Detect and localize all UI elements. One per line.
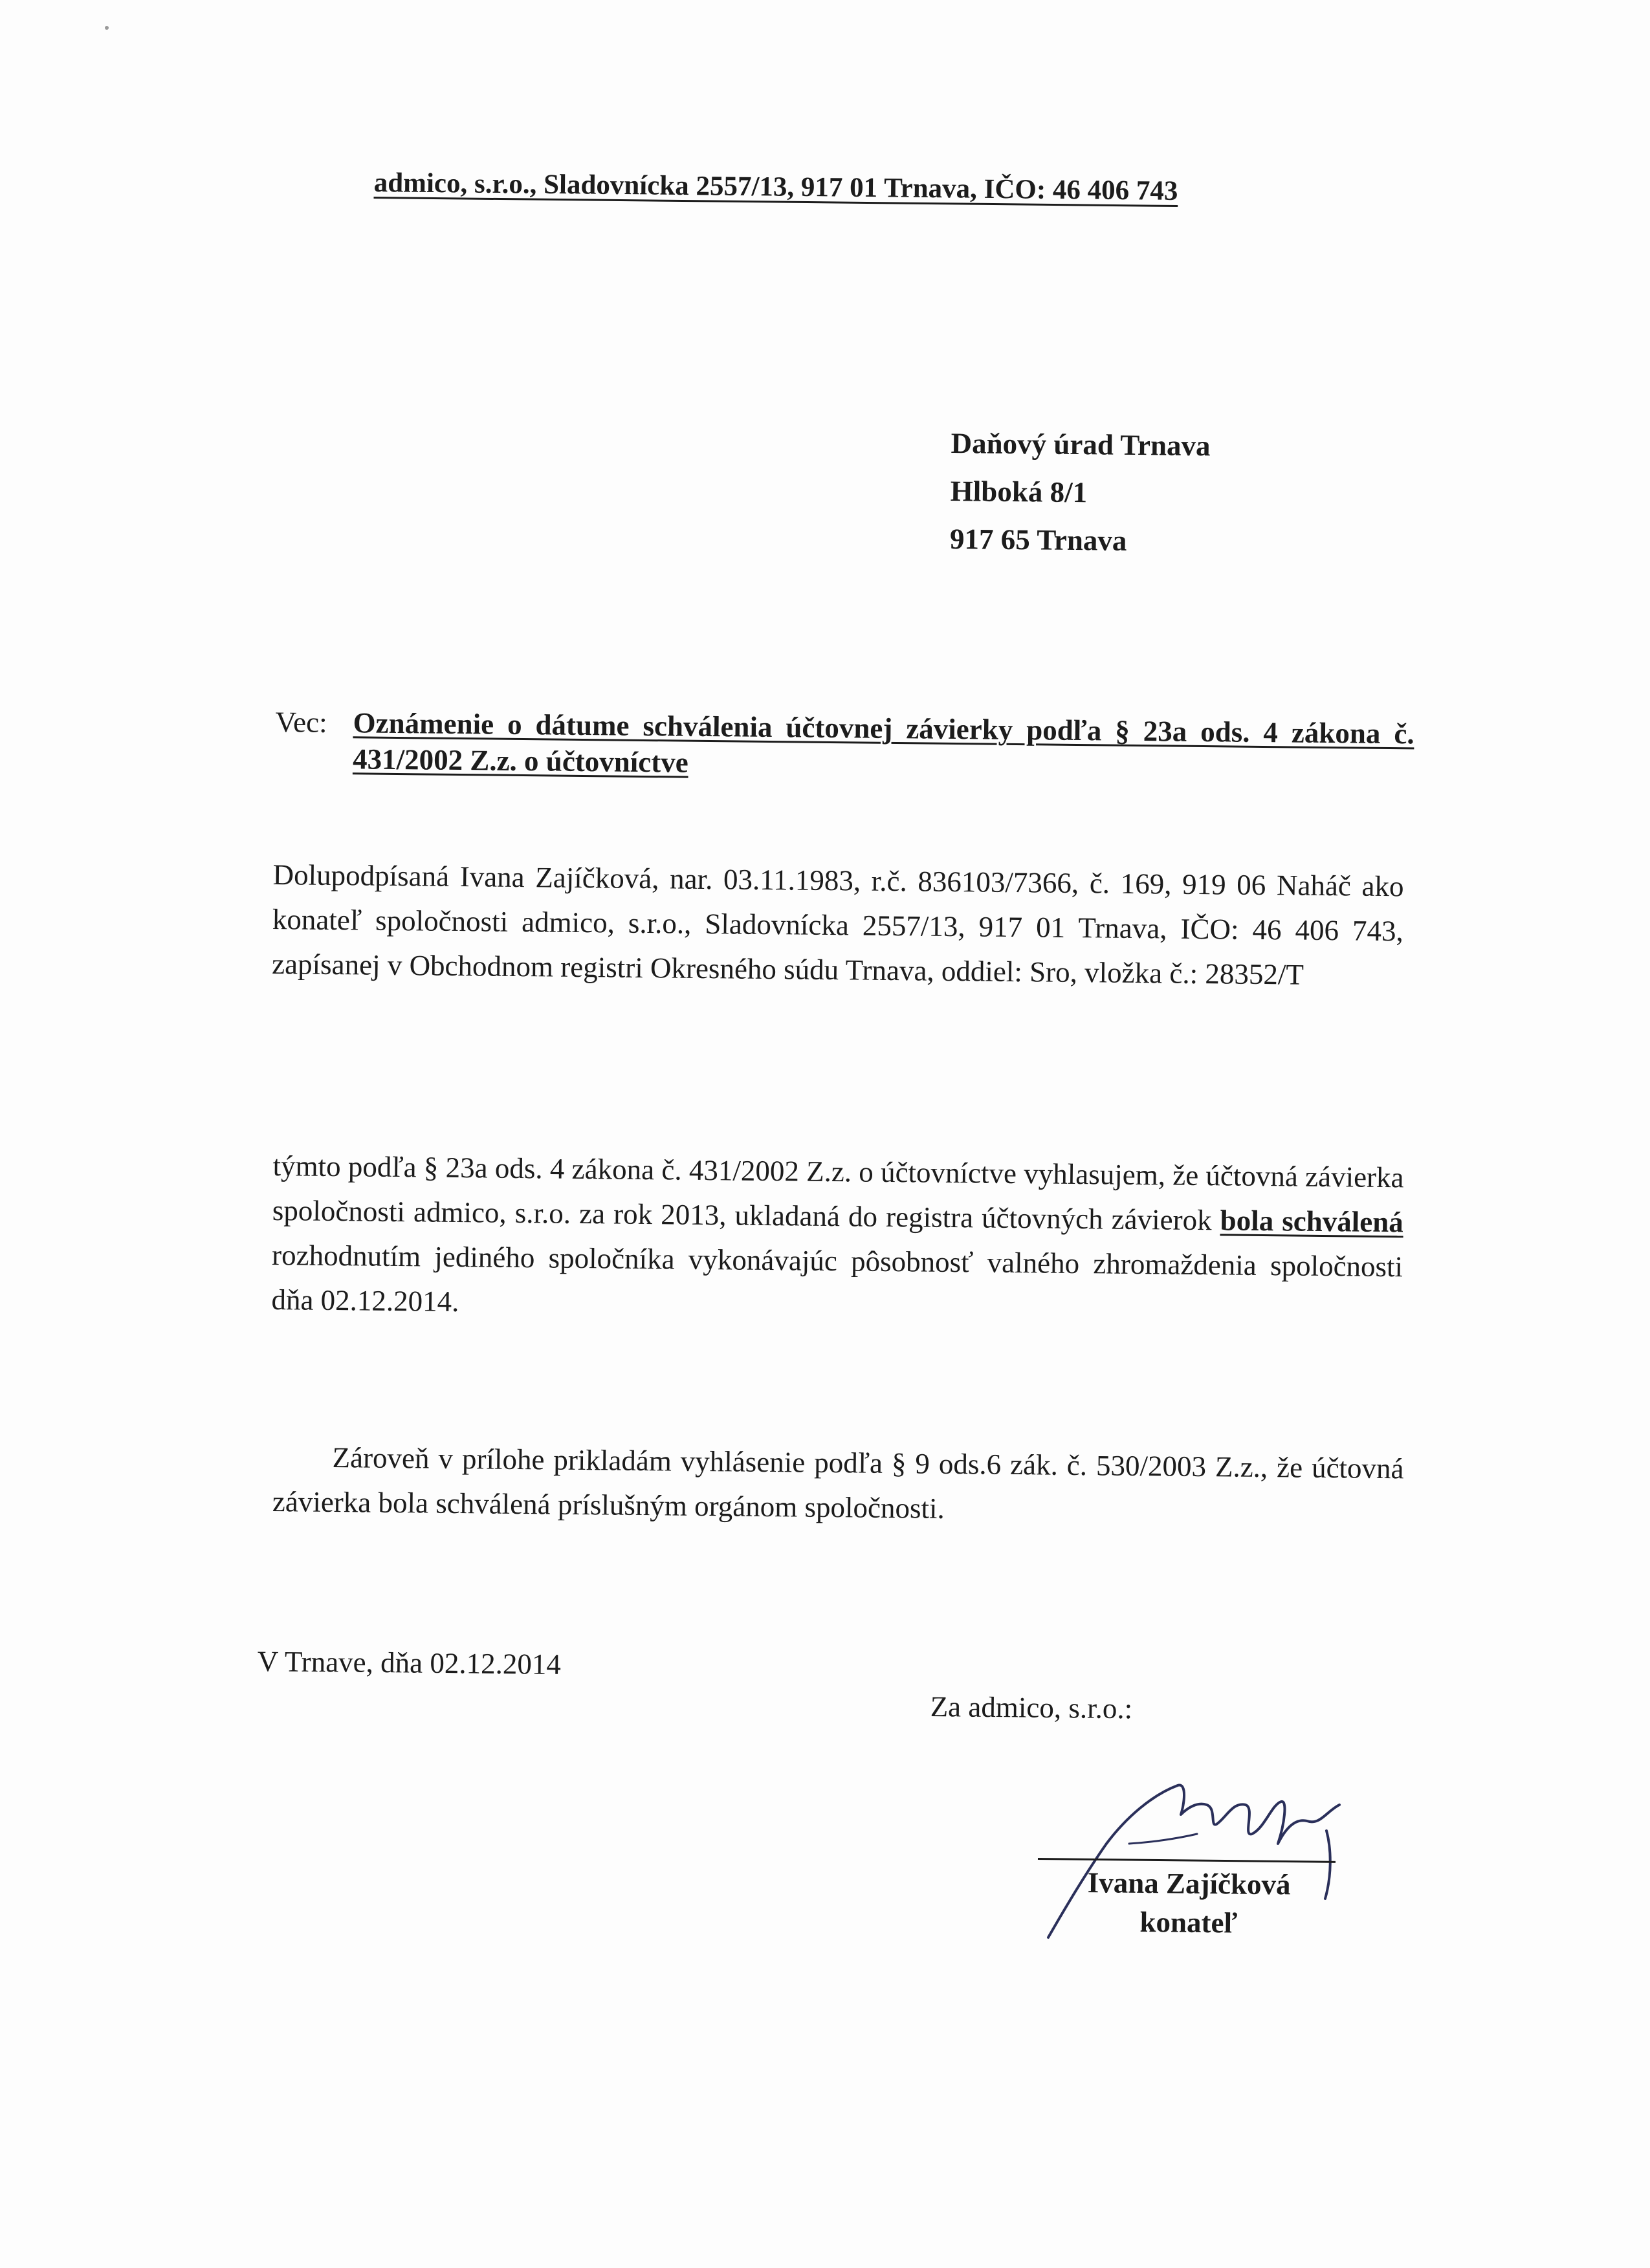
scan-dot — [105, 26, 109, 30]
paragraph-attachment-text: Zároveň v prílohe prikladám vyhlásenie podľa § 9 ods.6 zák. č. 530/2003 Z.z., že účtovná závierka bola schválená príslušným orgánom spoločnosti. — [272, 1441, 1404, 1525]
paragraph-attachment — [272, 1435, 1404, 1536]
paragraph-declaration-start: týmto podľa § 23a ods. 4 zákona č. 431/2002 Z.z. o účtovníctve vyhlasujem, že účtovná závierka spoločnosti admico, s.r.o. za rok 2013, ukladaná do registra účtovných závierok — [272, 1149, 1404, 1237]
paragraph-declaration-end: rozhodnutím jediného spoločníka vykonávajúc pôsobnosť valného zhromaždenia spoločnosti dňa 02.12.2014. — [271, 1238, 1403, 1318]
signer-block — [1079, 1863, 1299, 1943]
signer-name: Ivana Zajíčková — [1087, 1866, 1291, 1901]
paragraph-declaration — [271, 1144, 1404, 1334]
place-date: V Trnave, dňa 02.12.2014 — [257, 1645, 562, 1681]
company-header: admico, s.r.o., Sladovnícka 2557/13, 917 01 Trnava, IČO: 46 406 743 — [373, 167, 1178, 207]
recipient-city: 917 65 Trnava — [949, 522, 1127, 557]
recipient-street: Hlboká 8/1 — [950, 474, 1088, 509]
subject-text: Oznámenie o dátume schválenia účtovnej závierky podľa § 23a ods. 4 zákona č. 431/2002 Z.z. o účtovníctve — [352, 706, 1414, 779]
recipient-address — [950, 419, 1211, 565]
approval-emphasis: bola schválená — [1220, 1204, 1404, 1239]
paragraph-declarant: Dolupodpísaná Ivana Zajíčková, nar. 03.11.1983, r.č. 836103/7366, č. 169, 919 06 Naháč ako konateľ spoločnosti admico, s.r.o., Sladovnícka 2557/13, 917 01 Trnava, IČO: 46 406 743, zapísanej v Obchodnom registri Okresného súdu Trnava, oddiel: Sro, vložka č.: 28352/T — [271, 858, 1404, 991]
for-company-label: Za admico, s.r.o.: — [930, 1690, 1133, 1725]
subject-label: Vec: — [275, 705, 327, 739]
signer-role: konateľ — [1139, 1905, 1238, 1939]
subject-block — [275, 704, 1414, 779]
recipient-name: Daňový úrad Trnava — [951, 426, 1211, 463]
